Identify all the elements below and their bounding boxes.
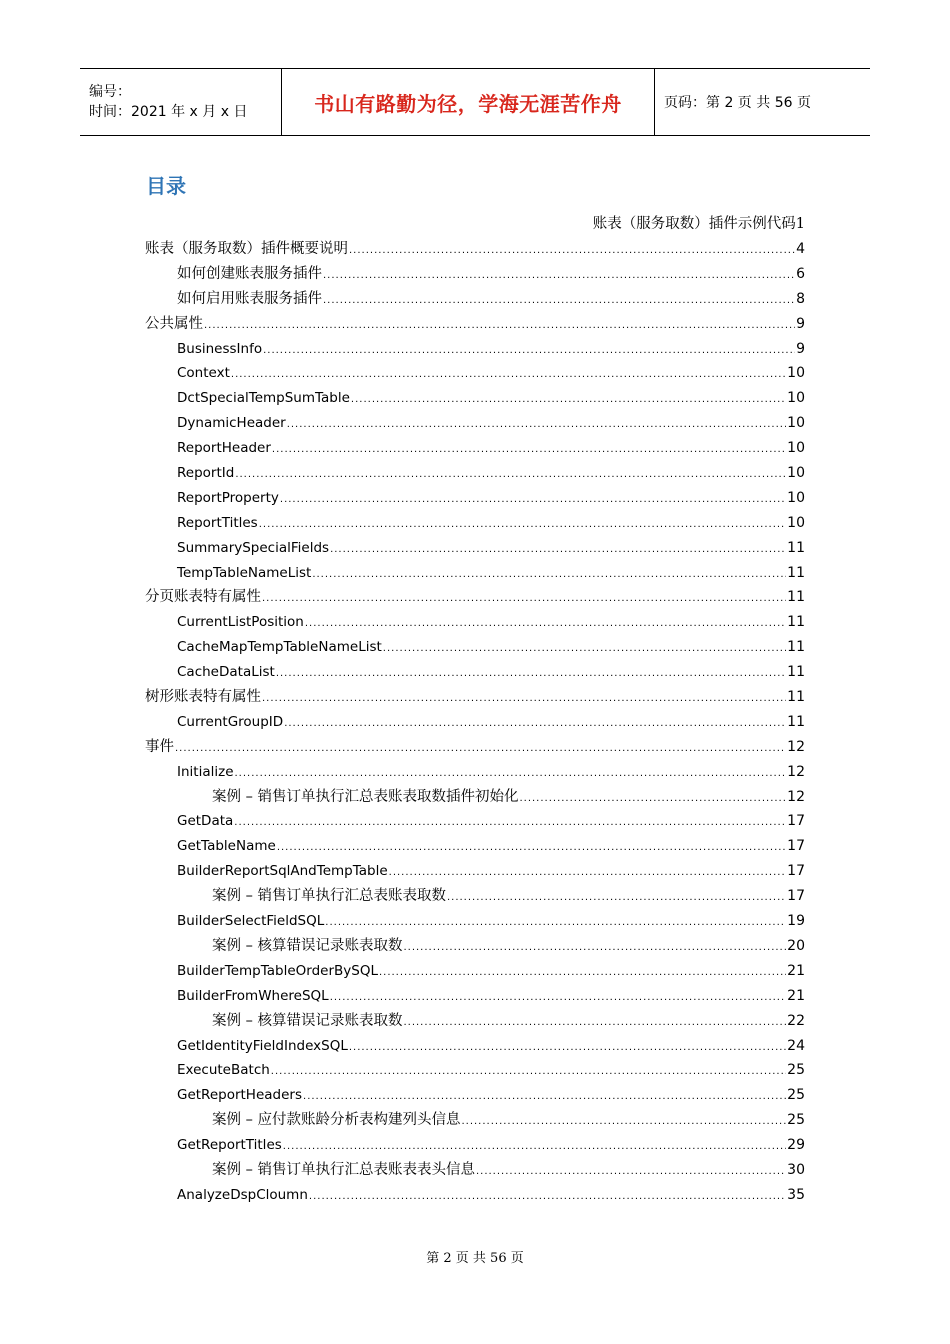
toc-entry-title: ReportTitles: [177, 514, 258, 531]
toc-entry-title: 案例 – 销售订单执行汇总表账表取数插件初始化: [212, 788, 519, 805]
toc-dot-leader: [175, 737, 786, 762]
toc-entry-page: 17: [787, 813, 805, 830]
toc-entry-title: AnalyzeDspCloumn: [177, 1186, 308, 1203]
toc-dot-leader: [272, 438, 786, 463]
toc-dot-leader: [383, 637, 786, 662]
toc-dot-leader: [476, 1160, 786, 1185]
toc-entry[interactable]: [145, 635, 805, 660]
toc-entries: [145, 237, 805, 1208]
header-motto-cell: [282, 69, 655, 135]
toc-entry-page: 25: [787, 1087, 805, 1104]
toc-entry-title: BuilderFromWhereSQL: [177, 987, 329, 1004]
toc-entry-title: GetIdentityFieldIndexSQL: [177, 1037, 348, 1054]
toc-entry-page: 11: [787, 664, 805, 681]
toc-entry-title: BuilderTempTableOrderBySQL: [177, 962, 378, 979]
toc-entry[interactable]: [145, 1133, 805, 1158]
toc-dot-leader: [262, 587, 786, 612]
toc-entry-title: CacheMapTempTableNameList: [177, 639, 382, 656]
toc-entry[interactable]: [145, 461, 805, 486]
toc-entry-page: 11: [787, 589, 805, 606]
toc-dot-leader: [403, 936, 786, 961]
toc-entry-page: 10: [787, 440, 805, 457]
toc-dot-leader: [447, 886, 786, 911]
toc-dot-leader: [204, 314, 795, 339]
toc-dot-leader: [284, 712, 786, 737]
toc-dot-leader: [277, 836, 786, 861]
toc-dot-leader: [309, 1185, 786, 1210]
toc-entry-page: 9: [796, 315, 805, 332]
toc-entry-title: GetData: [177, 813, 234, 830]
toc-entry-page: 10: [787, 390, 805, 407]
toc-entry-page: 24: [787, 1037, 805, 1054]
toc-entry[interactable]: [145, 1108, 805, 1133]
toc-entry-title: Context: [177, 365, 230, 382]
toc-entry-title: ExecuteBatch: [177, 1062, 270, 1079]
toc-entry-page: 25: [787, 1062, 805, 1079]
toc-entry[interactable]: [145, 760, 805, 785]
toc-dot-leader: [519, 787, 786, 812]
toc-entry[interactable]: [145, 262, 805, 287]
toc-dot-leader: [379, 961, 786, 986]
toc-entry[interactable]: [145, 337, 805, 362]
toc-entry[interactable]: [145, 561, 805, 586]
toc-entry-title: GetTableName: [177, 838, 276, 855]
toc-entry-page: 17: [787, 863, 805, 880]
toc-dot-leader: [259, 513, 786, 538]
page-footer: 第 2 页 共 56 页: [426, 1251, 524, 1266]
toc-entry-page: 11: [787, 639, 805, 656]
toc-entry-title: 案例 – 核算错误记录账表取数: [212, 1012, 403, 1029]
toc-entry[interactable]: [145, 1009, 805, 1034]
toc-dot-leader: [349, 239, 795, 264]
toc-entry[interactable]: [145, 361, 805, 386]
toc-dot-leader: [287, 413, 786, 438]
toc-entry-title: Initialize: [177, 763, 234, 780]
toc-entry[interactable]: [145, 909, 805, 934]
toc-entry-page: 11: [787, 539, 805, 556]
document-header: [80, 68, 870, 136]
toc-entry-page: 12: [787, 788, 805, 805]
toc-entry-page: 25: [787, 1112, 805, 1129]
toc-entry-title: ReportId: [177, 465, 235, 482]
toc-entry-page: 4: [796, 241, 805, 257]
toc-entry-page: 12: [787, 763, 805, 780]
toc-dot-leader: [305, 612, 786, 637]
toc-dot-leader: [271, 1060, 786, 1085]
toc-top-entry[interactable]: 账表（服务取数）插件示例代码1: [592, 216, 805, 232]
toc-entry[interactable]: [145, 312, 805, 337]
toc-entry-title: DctSpecialTempSumTable: [177, 390, 350, 407]
toc-entry-page: 6: [796, 265, 805, 282]
toc-entry-title: GetReportTitles: [177, 1137, 282, 1154]
toc-entry[interactable]: [145, 959, 805, 984]
toc-entry[interactable]: [145, 685, 805, 710]
header-meta: [80, 69, 282, 135]
toc-entry[interactable]: [145, 785, 805, 810]
toc-entry-page: 35: [787, 1186, 805, 1203]
toc-dot-leader: [323, 289, 795, 314]
toc-entry-title: 案例 – 核算错误记录账表取数: [212, 937, 403, 954]
toc-dot-leader: [262, 687, 786, 712]
toc-entry[interactable]: [145, 610, 805, 635]
toc-entry-page: 11: [787, 614, 805, 631]
toc-entry-page: 11: [787, 564, 805, 581]
toc-entry-page: 9: [796, 340, 805, 357]
toc-entry-page: 19: [787, 913, 805, 930]
toc-dot-leader: [231, 363, 786, 388]
toc-entry[interactable]: [145, 1158, 805, 1183]
toc-entry-page: 12: [787, 738, 805, 755]
toc-entry-title: GetReportHeaders: [177, 1087, 303, 1104]
toc-entry[interactable]: [145, 884, 805, 909]
toc-dot-leader: [351, 388, 786, 413]
toc-dot-leader: [330, 538, 786, 563]
toc-entry-page: 17: [787, 888, 805, 905]
toc-dot-leader: [234, 811, 786, 836]
toc-entry-title: BuilderSelectFieldSQL: [177, 913, 325, 930]
toc-title: 目录: [146, 174, 186, 198]
toc-entry-title: CacheDataList: [177, 664, 275, 681]
toc-entry-title: 案例 – 销售订单执行汇总表账表表头信息: [212, 1161, 475, 1178]
toc-entry[interactable]: [145, 809, 805, 834]
toc-entry-title: 如何创建账表服务插件: [177, 265, 322, 282]
toc-entry-page: 10: [787, 365, 805, 382]
toc-entry[interactable]: [145, 585, 805, 610]
toc-dot-leader: [389, 861, 787, 886]
toc-entry[interactable]: [145, 287, 805, 312]
toc-entry-page: 10: [787, 465, 805, 482]
toc-entry-title: 如何启用账表服务插件: [177, 290, 322, 307]
toc-entry[interactable]: [145, 660, 805, 685]
toc-entry-title: BuilderReportSqlAndTempTable: [177, 863, 388, 880]
toc-dot-leader: [276, 662, 786, 687]
toc-entry-page: 30: [787, 1161, 805, 1178]
toc-dot-leader: [283, 1135, 786, 1160]
toc-entry-page: 21: [787, 987, 805, 1004]
toc-dot-leader: [303, 1085, 786, 1110]
toc-entry-page: 10: [787, 415, 805, 432]
toc-entry[interactable]: [145, 710, 805, 735]
toc-dot-leader: [330, 986, 786, 1011]
toc-entry[interactable]: [145, 735, 805, 760]
toc-dot-leader: [235, 463, 786, 488]
toc-entry-title: CurrentGroupID: [177, 713, 284, 730]
toc-entry-page: 10: [787, 514, 805, 531]
toc-dot-leader: [312, 563, 786, 588]
motto-text: 书山有路勤为径，学海无涯苦作舟: [314, 91, 622, 116]
toc-entry-title: 事件: [145, 738, 174, 755]
toc-entry-page: 10: [787, 489, 805, 506]
toc-entry-title: 账表（服务取数）插件概要说明: [145, 241, 348, 257]
toc-entry-title: TempTableNameList: [177, 564, 312, 581]
toc-dot-leader: [280, 488, 786, 513]
toc-dot-leader: [349, 1036, 786, 1061]
toc-entry[interactable]: [145, 436, 805, 461]
toc-entry[interactable]: [145, 859, 805, 884]
toc-entry-page: 21: [787, 962, 805, 979]
time-label: 时间：2021 年 x 月 x 日: [89, 104, 248, 120]
toc-entry[interactable]: [145, 1058, 805, 1083]
toc-entry-title: BusinessInfo: [177, 340, 263, 357]
toc-entry-page: 8: [796, 290, 805, 307]
toc-entry[interactable]: [145, 237, 805, 262]
toc-entry-title: 分页账表特有属性: [145, 589, 261, 606]
toc-entry[interactable]: [145, 934, 805, 959]
header-page-cell: [655, 69, 870, 135]
toc-entry-page: 22: [787, 1012, 805, 1029]
number-label: 编号：: [89, 84, 131, 100]
toc-entry-title: ReportProperty: [177, 489, 279, 506]
toc-entry-title: 公共属性: [145, 315, 203, 332]
toc-entry[interactable]: [145, 984, 805, 1009]
toc-entry-page: 11: [787, 713, 805, 730]
toc-dot-leader: [403, 1011, 786, 1036]
toc-entry-title: CurrentListPosition: [177, 614, 304, 631]
toc-entry[interactable]: [145, 1034, 805, 1059]
toc-dot-leader: [235, 762, 787, 787]
toc-entry-page: 17: [787, 838, 805, 855]
toc-entry-title: 案例 – 销售订单执行汇总表账表取数: [212, 888, 446, 905]
toc-entry[interactable]: [145, 486, 805, 511]
toc-entry-title: SummarySpecialFields: [177, 539, 330, 556]
toc-dot-leader: [461, 1110, 786, 1135]
toc-entry[interactable]: [145, 834, 805, 859]
toc-entry[interactable]: [145, 1083, 805, 1108]
page-info: 页码：第 2 页 共 56 页: [664, 95, 811, 111]
toc-dot-leader: [263, 339, 795, 364]
toc-entry[interactable]: [145, 386, 805, 411]
toc-entry-title: 树形账表特有属性: [145, 689, 261, 706]
toc-entry-page: 20: [787, 937, 805, 954]
table-of-contents: [145, 212, 805, 1208]
toc-entry-title: ReportHeader: [177, 440, 271, 457]
toc-entry-title: DynamicHeader: [177, 415, 286, 432]
toc-dot-leader: [325, 911, 786, 936]
toc-entry[interactable]: [145, 411, 805, 436]
toc-entry[interactable]: [145, 511, 805, 536]
toc-entry-page: 29: [787, 1137, 805, 1154]
toc-entry-title: 案例 – 应付款账龄分析表构建列头信息: [212, 1112, 461, 1129]
toc-entry[interactable]: [145, 1183, 805, 1208]
toc-dot-leader: [323, 264, 795, 289]
toc-entry-page: 11: [787, 689, 805, 706]
toc-entry[interactable]: [145, 536, 805, 561]
